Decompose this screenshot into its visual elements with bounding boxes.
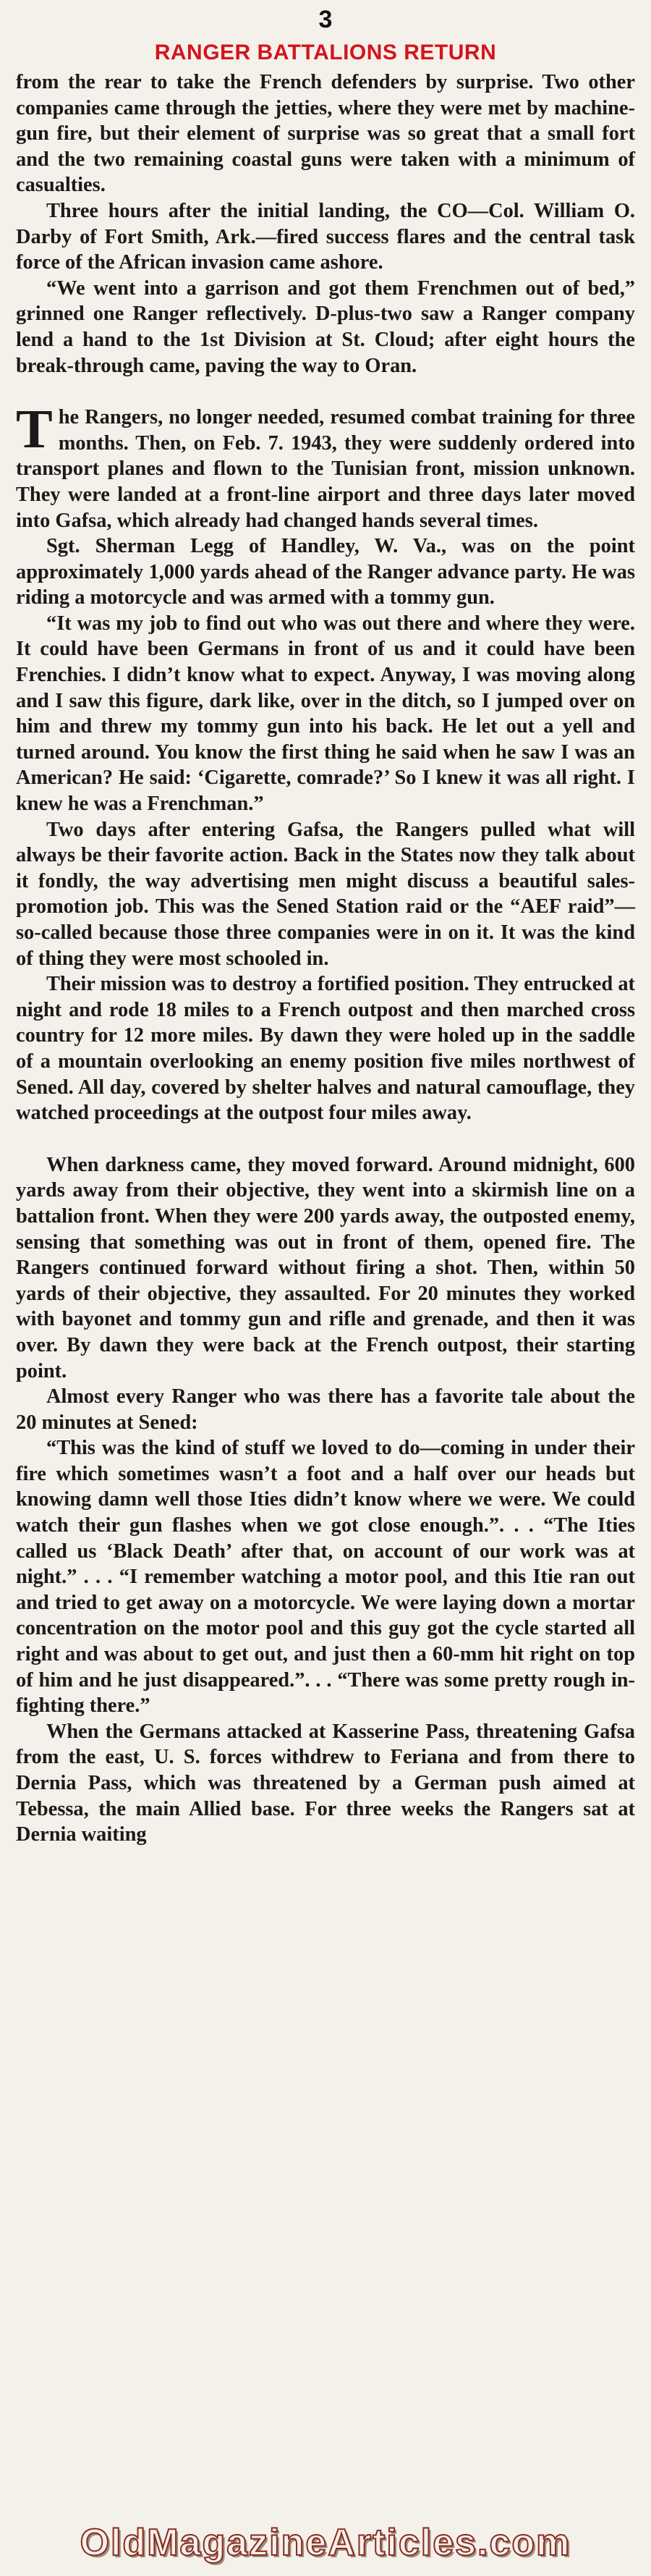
paragraph-text: he Rangers, no longer needed, resumed combat training for three months. Then, on Feb. 7. 1943, they were suddenly ordered into transport planes and flown to the Tunisian front, mission unknown. They were landed at a front-line airport and three days later moved into Gafsa, which already had changed hands several times. [16,406,635,532]
article-body [16,69,635,1848]
article-header: RANGER BATTALIONS RETURN [154,41,497,64]
paragraph: from the rear to take the French defenders by surprise. Two other companies came through the jetties, where they were met by machine-gun fire, but their element of surprise was so great that a small fort and the two remaining coastal guns were taken with a minimum of casualties. [16,71,635,197]
paragraph: “It was my job to find out who was out there and where they were. It could have been Germans in front of us and it could have been Frenchies. I didn’t know what to expect. Anyway, I was moving along and I saw this figure, dark like, over in the ditch, so I jumped over on him and threw my tommy gun into his back. He let out a yell and turned around. You know the first thing he said when he saw I was an American? He said: ‘Cigarette, comrade?’ So I knew it was all right. I knew he was a Frenchman.” [16,612,635,816]
paragraph: Three hours after the initial landing, the CO—Col. William O. Darby of Fort Smith, Ark.—fired success flares and the central task force of the African invasion came ashore. [16,199,635,274]
paragraph: When darkness came, they moved forward. Around midnight, 600 yards away from their objective, they went into a skirmish line on a battalion front. When they were 200 yards away, the outposted enemy, sensing that something was out in front of them, opened fire. The Rangers continued forward without firing a shot. Then, within 50 yards of their objective, they assaulted. For 20 minutes they worked with bayonet and tommy gun and rifle and grenade, and then it was over. By dawn they were back at the French outpost, their starting point. [16,1153,635,1382]
drop-cap: T [16,399,53,460]
paragraph: When the Germans attacked at Kasserine Pass, threatening Gafsa from the east, U. S. forces withdrew to Feriana and from there to Dernia Pass, which was threatened by a German push aimed at Tebessa, the main Allied base. For three weeks the Rangers sat at Dernia waiting [16,1720,635,1846]
paragraph: “We went into a garrison and got them Frenchmen out of bed,” grinned one Ranger reflectively. D-plus-two saw a Ranger company lend a hand to the 1st Division at St. Cloud; after eight hours the break-through came, paving the way to Oran. [16,276,635,377]
paragraph: “This was the kind of stuff we loved to do—coming in under their fire which sometimes wasn’t a foot and a half over our heads but knowing damn well those Ities didn’t know where we were. We could watch their gun flashes when we got close enough.”. . . “The Ities called us ‘Black Death’ after that, on account of our work was at night.” . . . “I remember watching a motor pool, and this Itie ran out and tried to get away on a motorcycle. We were laying down a mortar concentration on the motor pool and this guy got the cycle started all right and was about to get out, and just then a 60-mm hit right on top of him and he just disappeared.”. . . “There was some pretty rough in-fighting there.” [16,1437,635,1718]
section-break [16,1126,635,1152]
paragraph: Two days after entering Gafsa, the Rangers pulled what will always be their favorite action. Back in the States now they talk about it fondly, the way advertising men might discuss a beautiful sales-promotion job. This was the Sened Station raid or the “AEF raid”—so-called because those three companies were in on it. It was the kind of thing they were most schooled in. [16,818,635,970]
paragraph: Almost every Ranger who was there has a favorite tale about the 20 minutes at Sened: [16,1385,635,1434]
section-break [16,379,635,405]
paragraph: Sgt. Sherman Legg of Handley, W. Va., was on the point approximately 1,000 yards ahead of the Ranger advance party. He was riding a motorcycle and was armed with a tommy gun. [16,535,635,609]
page-number: 3 [318,6,333,33]
paragraph-dropcap [16,399,635,533]
paragraph: Their mission was to destroy a fortified position. They entrucked at night and rode 18 miles to a French outpost and then marched cross country for 12 more miles. By dawn they were holed up in the saddle of a mountain overlooking an enemy position five miles northwest of Sened. All day, covered by shelter halves and natural camouflage, they watched proceedings at the outpost four miles away. [16,973,635,1125]
site-watermark: OldMagazineArticles.com [80,2522,571,2564]
